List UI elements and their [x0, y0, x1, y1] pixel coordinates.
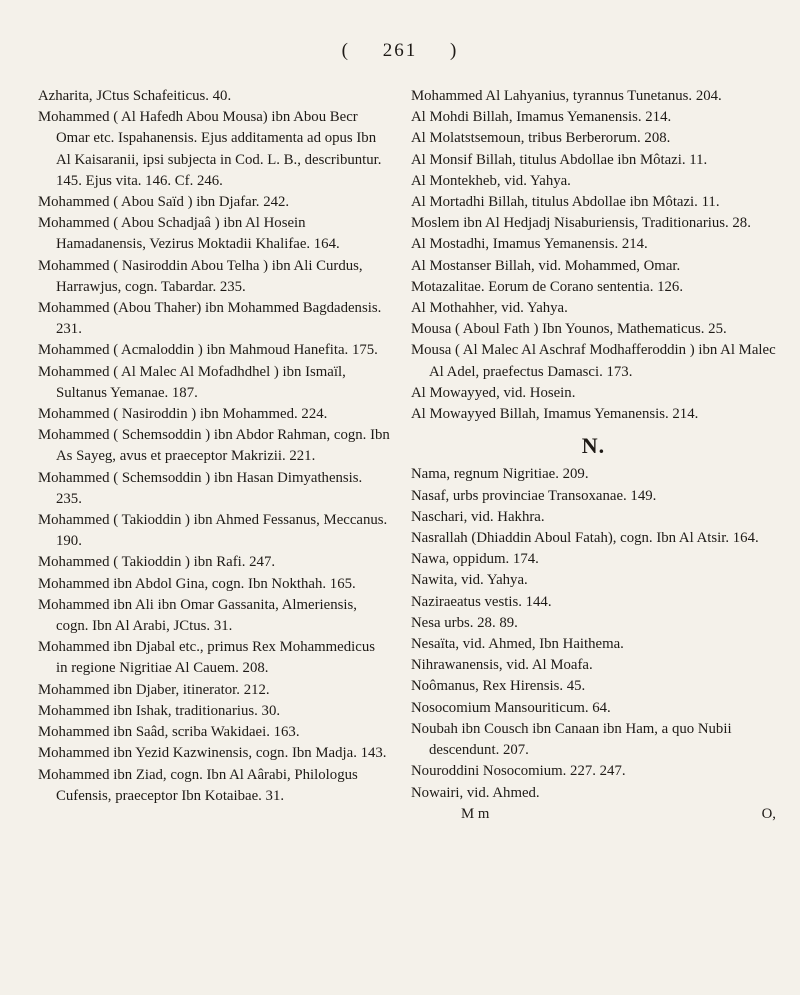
index-entry: Mohammed ibn Djabal etc., primus Rex Mohammedicus in regione Nigritiae Al Cauem. 208.	[38, 639, 375, 677]
catchword: O,	[761, 805, 776, 822]
index-entry: Noubah ibn Cousch ibn Canaan ibn Ham, a quo Nubii descendunt. 207.	[411, 720, 732, 759]
index-entry: Al Molatstsemoun, tribus Berberorum. 208.	[411, 130, 671, 147]
left-column	[38, 86, 390, 807]
index-entry: Al Mohdi Billah, Imamus Yemanensis. 214.	[411, 109, 672, 126]
index-entry: Mohammed ( Schemsoddin ) ibn Hasan Dimyathensis. 235.	[38, 469, 363, 507]
index-entry: Mohammed ibn Abdol Gina, cogn. Ibn Nokthah. 165.	[38, 575, 356, 592]
index-entry: Nihrawanensis, vid. Al Moafa.	[411, 657, 593, 674]
index-entry: Nesaïta, vid. Ahmed, Ibn Haithema.	[411, 636, 624, 653]
index-entry: Mousa ( Al Malec Al Aschraf Modhafferoddin ) ibn Al Malec Al Adel, praefectus Damasci. 173.	[411, 342, 776, 380]
index-entry: Mohammed ( Takioddin ) ibn Rafi. 247.	[38, 554, 276, 571]
index-entry: Al Mowayyed Billah, Imamus Yemanensis. 214.	[411, 406, 699, 423]
index-entry: Mohammed ibn Djaber, itinerator. 212.	[38, 681, 270, 698]
index-entry: Nowairi, vid. Ahmed.	[411, 784, 540, 801]
index-entry: Motazalitae. Eorum de Corano sententia. 126.	[411, 278, 684, 295]
index-entry: Al Mortadhi Billah, titulus Abdollae ibn Môtazi. 11.	[411, 194, 720, 211]
index-entry: Mohammed ( Abou Saïd ) ibn Djafar. 242.	[38, 194, 290, 211]
index-entry: Moslem ibn Al Hedjadj Nisaburiensis, Traditionarius. 28.	[411, 215, 751, 232]
index-entry: Mohammed (Abou Thaher) ibn Mohammed Bagdadensis. 231.	[38, 300, 382, 338]
index-entry: Mohammed ibn Saâd, scriba Wakidaei. 163.	[38, 724, 300, 741]
index-entry: Naschari, vid. Hakhra.	[411, 508, 545, 525]
index-entry: Mohammed ( Acmaloddin ) ibn Mahmoud Hanefita. 175.	[38, 342, 378, 359]
index-entry: Al Montekheb, vid. Yahya.	[411, 172, 571, 189]
page-number: 261	[382, 40, 418, 61]
page-footer	[411, 804, 776, 825]
index-entry: Nawita, vid. Yahya.	[411, 572, 528, 589]
index-entry: Mohammed ibn Ishak, traditionarius. 30.	[38, 702, 281, 719]
index-entry: Mohammed ibn Ali ibn Omar Gassanita, Almeriensis, cogn. Ibn Al Arabi, JCtus. 31.	[38, 596, 357, 635]
index-entry: Nasrallah (Dhiaddin Aboul Fatah), cogn. Ibn Al Atsir. 164.	[411, 530, 759, 547]
index-entry: Azharita, JCtus Schafeiticus. 40.	[38, 88, 232, 104]
index-entry: Al Mostanser Billah, vid. Mohammed, Omar.	[411, 257, 681, 274]
header-close-paren: )	[450, 40, 459, 61]
index-entry: Mohammed ( Takioddin ) ibn Ahmed Fessanus, Meccanus. 190.	[38, 512, 388, 550]
index-entry: Mohammed Al Lahyanius, tyrannus Tunetanus. 204.	[411, 88, 722, 104]
index-entry: Nawa, oppidum. 174.	[411, 551, 539, 568]
signature-mark: M m	[461, 805, 490, 822]
index-entry: Mohammed ( Al Hafedh Abou Mousa) ibn Abou Becr Omar etc. Ispahanensis. Ejus additamenta ad opus Ibn Al Kaisaranii, ipsi subjecta in Cod. L. B., describuntur. 145. Ejus vita. 146. Cf. 246.	[38, 109, 382, 189]
section-heading-n: N.	[581, 433, 606, 459]
index-entry: Mohammed ibn Yezid Kazwinensis, cogn. Ibn Madja. 143.	[38, 745, 387, 762]
index-entry: Mousa ( Aboul Fath ) Ibn Younos, Mathematicus. 25.	[411, 321, 727, 338]
header-open-paren: (	[341, 40, 350, 61]
index-entry: Nasaf, urbs provinciae Transoxanae. 149.	[411, 487, 657, 504]
index-entry: Naziraeatus vestis. 144.	[411, 593, 552, 610]
index-entry: Mohammed ( Abou Schadjaâ ) ibn Al Hosein Hamadanensis, Vezirus Moktadii Khalifae. 164.	[38, 215, 340, 253]
index-entry: Nosocomium Mansouriticum. 64.	[411, 699, 611, 716]
index-entry: Nesa urbs. 28. 89.	[411, 614, 518, 631]
index-entry: Mohammed ibn Ziad, cogn. Ibn Al Aârabi, Philologus Cufensis, praeceptor Ibn Kotaibae. 31.	[38, 766, 358, 804]
index-entry: Nouroddini Nosocomium. 227. 247.	[411, 763, 626, 780]
page-header	[0, 40, 800, 62]
index-entry: Mohammed ( Schemsoddin ) ibn Abdor Rahman, cogn. Ibn As Sayeg, avus et praeceptor Makrizii. 221.	[38, 427, 390, 465]
index-entry: Mohammed ( Nasiroddin Abou Telha ) ibn Ali Curdus, Harrawjus, cogn. Tabardar. 235.	[38, 257, 363, 295]
index-entry: Nama, regnum Nigritiae. 209.	[411, 466, 589, 483]
right-column	[411, 86, 776, 825]
index-entry: Al Monsif Billah, titulus Abdollae ibn Môtazi. 11.	[411, 151, 708, 168]
index-entry: Mohammed ( Nasiroddin ) ibn Mohammed. 224.	[38, 406, 328, 423]
index-entry: Al Mowayyed, vid. Hosein.	[411, 384, 576, 401]
index-entry: Mohammed ( Al Malec Al Mofadhdhel ) ibn Ismaïl, Sultanus Yemanae. 187.	[38, 363, 346, 401]
index-entry: Noômanus, Rex Hirensis. 45.	[411, 678, 586, 695]
index-entry: Al Mostadhi, Imamus Yemanensis. 214.	[411, 236, 648, 253]
index-entry: Al Mothahher, vid. Yahya.	[411, 300, 568, 317]
